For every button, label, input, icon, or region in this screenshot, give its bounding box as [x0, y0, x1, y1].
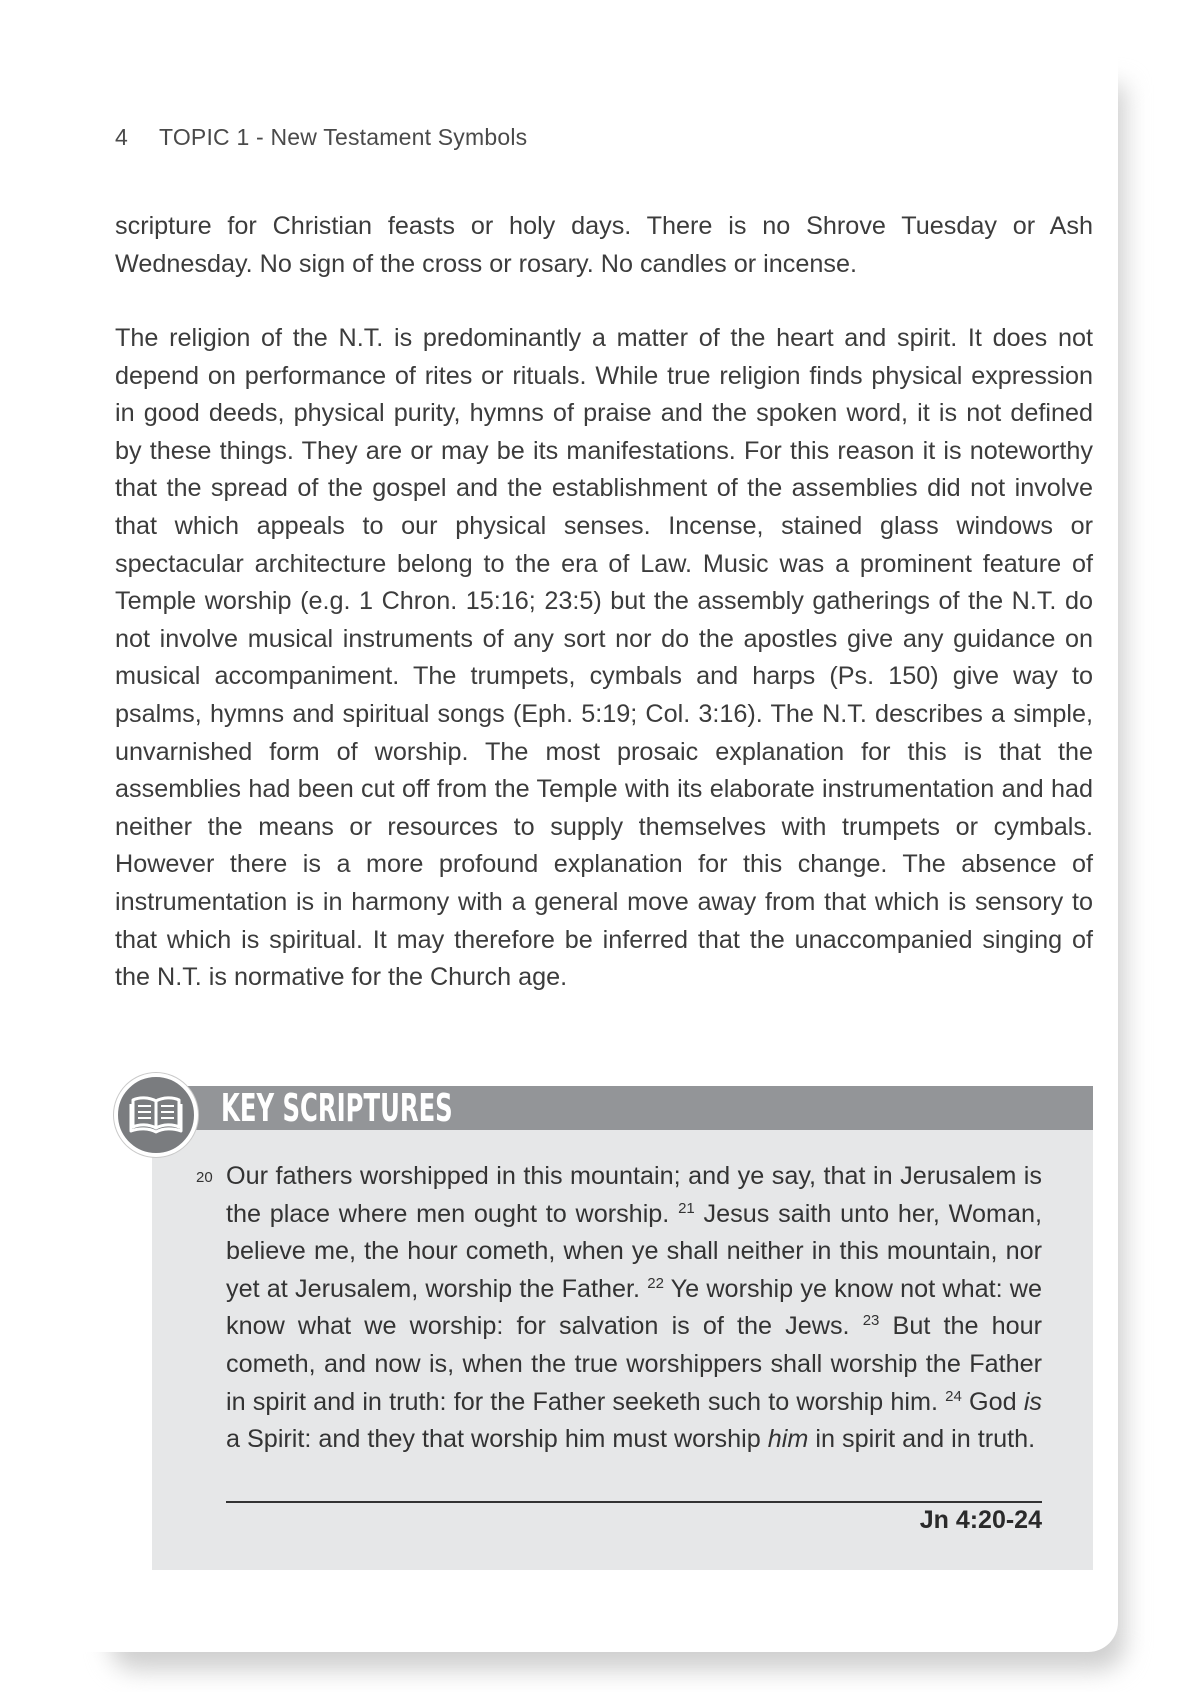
verse-number: 22 — [647, 1274, 664, 1292]
verse-number: 21 — [678, 1199, 695, 1217]
open-book-icon — [114, 1073, 198, 1157]
page-number: 4 — [115, 124, 128, 150]
verse-text: But the hour cometh, and now is, when the true worshippers shall worship the Father in spirit and in truth: for the Father seeketh such to worship him. — [226, 1312, 1043, 1416]
verse-text: a Spirit: and they that worship him must worship — [226, 1425, 761, 1454]
body-paragraph-2: The religion of the N.T. is predominantly a matter of the heart and spirit. It does not depend on performance of rites or rituals. While true religion finds physical expression in good deeds, physical purity, hymns of praise and the spoken word, it is not defined by these things. They are or may be its manifestations. For this reason it is noteworthy that the spread of the gospel and the establishment of the assemblies did not involve that which appeals to our physical senses. Incense, stained glass windows or spectacular architecture belong to the era of Law. Music was a prominent feature of Temple worship (e.g. 1 Chron. 15:16; 23:5) but the assembly gatherings of the N.T. do not involve musical instruments of any sort nor do the apostles give any guidance on musical accompaniment. The trumpets, cymbals and harps (Ps. 150) give way to psalms, hymns and spiritual songs (Eph. 5:19; Col. 3:16). The N.T. describes a simple, unvarnished form of worship. The most prosaic explanation for this is that the assemblies had been cut off from the Temple with its elaborate instrumentation and had neither the means or resources to supply themselves with trumpets or cymbals. However there is a more profound explanation for this change. The absence of instrumentation is in harmony with a general move away from that which is sensory to that which is spiritual. It may therefore be inferred that the unaccompanied singing of the N.T. is normative for the Church age. — [115, 324, 1093, 992]
running-title: TOPIC 1 - New Testament Symbols — [159, 124, 528, 150]
body-paragraph-1: scripture for Christian feasts or holy days. There is no Shrove Tuesday or Ash Wednesday. No sign of the cross or rosary. No candles or incense. — [115, 212, 1093, 278]
verse-italic: is — [1023, 1387, 1043, 1416]
key-scriptures-heading: KEY SCRIPTURES — [221, 1086, 453, 1130]
verse-text: in spirit and in truth. — [815, 1425, 1036, 1454]
verse-text: Our fathers worshipped in this mountain; and ye say, that in Jerusalem is the place where men ought to worship. — [226, 1162, 1042, 1228]
reference-rule — [226, 1501, 1042, 1503]
verse-text: God — [969, 1387, 1017, 1416]
verse-text: Jesus saith unto her, Woman, believe me, the hour cometh, when ye shall neither in this mountain, nor yet at Jerusalem, worship the Father. — [226, 1199, 1042, 1303]
verse-italic: him — [767, 1425, 809, 1454]
scripture-reference: Jn 4:20-24 — [919, 1506, 1042, 1534]
verse-number: 24 — [945, 1387, 962, 1405]
verse-number: 23 — [862, 1312, 880, 1330]
verse-text: Ye worship ye know not what: we know what we worship: for salvation is of the Jews. — [226, 1274, 1042, 1341]
scripture-passage — [226, 1158, 1042, 1459]
running-header — [115, 124, 527, 151]
